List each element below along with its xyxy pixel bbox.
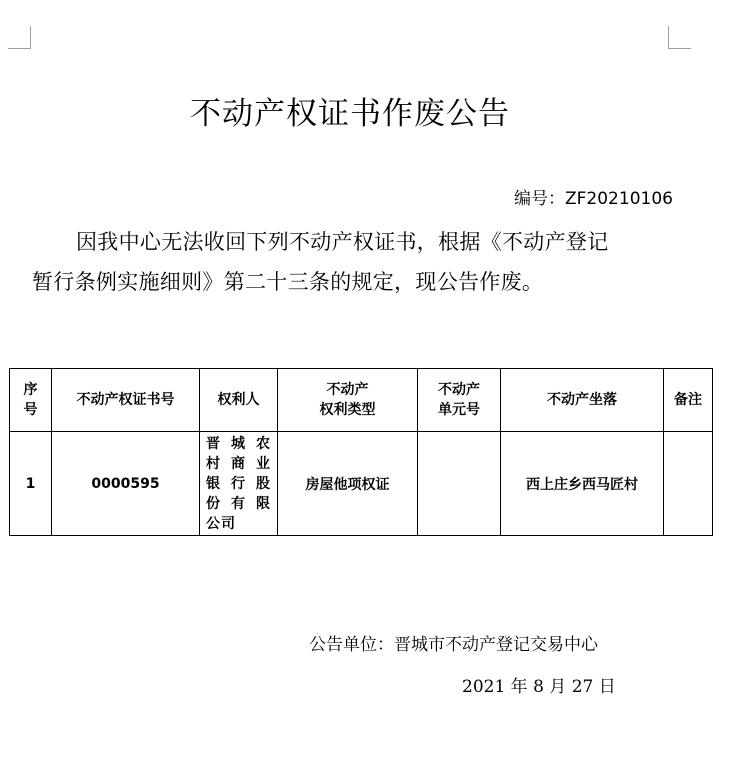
header-holder: 权利人 [200,369,278,432]
document-title: 不动产权证书作废公告 [190,96,510,132]
notice-body [32,222,682,302]
header-unit-no-line-1: 不动产 [438,382,480,398]
header-index-line-2: 号 [23,402,38,418]
issue-date: 2021 年 8 月 27 日 [462,677,616,697]
cell-right-type: 房屋他项权证 [278,432,418,536]
void-certificate-table [9,368,713,536]
cell-remarks [664,432,713,536]
page-corner-mark-top-left [8,26,31,49]
holder-line-4: 份有限 [206,495,271,512]
header-index-line-1: 序 [23,382,38,398]
cell-holder [200,432,278,536]
notice-body-line-2: 暂行条例实施细则》第二十三条的规定，现公告作废。 [32,270,544,294]
page-corner-mark-top-right [668,26,691,49]
header-remarks: 备注 [664,369,713,432]
header-right-type-line-2: 权利类型 [319,402,376,418]
holder-line-5: 公司 [206,515,236,532]
holder-line-1: 晋城农 [206,435,271,452]
cell-index: 1 [10,432,52,536]
holder-line-3: 银行股 [206,475,271,492]
serial-number: 编号：ZF20210106 [514,189,673,209]
header-right-type [278,369,418,432]
table-row [10,432,713,536]
issuing-unit: 公告单位：晋城市不动产登记交易中心 [309,635,598,655]
header-right-type-line-1: 不动产 [326,382,369,398]
header-unit-no-line-2: 单元号 [438,402,480,418]
header-cert-no: 不动产权证书号 [52,369,200,432]
cell-location: 西上庄乡西马匠村 [501,432,664,536]
holder-line-2: 村商业 [206,455,271,472]
notice-body-line-1: 因我中心无法收回下列不动产权证书，根据《不动产登记 [76,230,609,254]
header-index [10,369,52,432]
header-location: 不动产坐落 [501,369,664,432]
cell-unit-no [418,432,501,536]
header-unit-no [418,369,501,432]
table-header-row [10,369,713,432]
cell-cert-no: 0000595 [52,432,200,536]
